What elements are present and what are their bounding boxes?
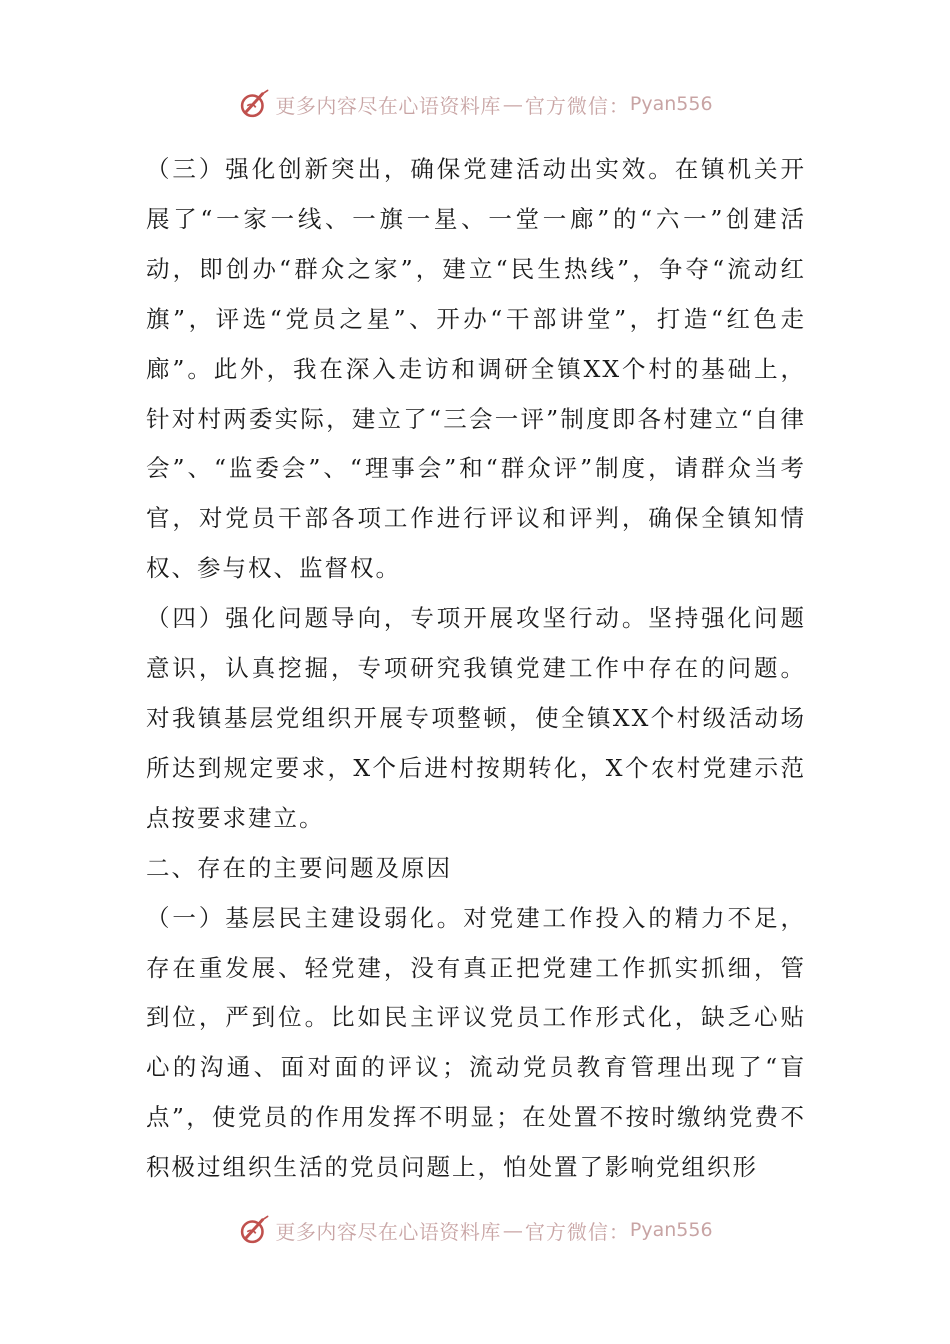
watermark-wechat-id: Pyan556: [629, 93, 713, 115]
document-body: [146, 145, 806, 1193]
watermark-separator: —: [502, 1218, 523, 1242]
watermark-footer: [0, 1210, 950, 1250]
watermark-wechat-label: 官方微信：: [524, 93, 630, 118]
section-heading-problems: 二、存在的主要问题及原因: [146, 853, 452, 882]
watermark-brand: 更多内容尽在心语资料库: [275, 1219, 501, 1244]
paragraph-problem-oriented: （四）强化问题导向，专项开展攻坚行动。坚持强化问题意识，认真挖掘，专项研究我镇党建工作中存在的问题。对我镇基层党组织开展专项整顿，使全镇XX个村级活动场所达到规定要求，X个后进村按期转化，X个农村党建示范点按要求建立。: [146, 604, 806, 832]
paragraph-innovation: （三）强化创新突出，确保党建活动出实效。在镇机关开展了“一家一线、一旗一星、一堂一廊”的“六一”创建活动，即创办“群众之家”，建立“民生热线”，争夺“流动红旗”，评选“党员之星”、开办“干部讲堂”，打造“红色走廊”。此外，我在深入走访和调研全镇XX个村的基础上，针对村两委实际，建立了“三会一评”制度即各村建立“自律会”、“监委会”、“理事会”和“群众评”制度，请群众当考官，对党员干部各项工作进行评议和评判，确保全镇知情权、参与权、监督权。: [146, 155, 806, 583]
pen-logo-icon: [237, 1213, 271, 1247]
watermark-separator: —: [502, 92, 523, 116]
watermark-brand: 更多内容尽在心语资料库: [275, 93, 501, 118]
pen-logo-icon: [237, 87, 271, 121]
paragraph-democracy-weakened: （一）基层民主建设弱化。对党建工作投入的精力不足，存在重发展、轻党建，没有真正把党建工作抓实抓细，管到位，严到位。比如民主评议党员工作形式化，缺乏心贴心的沟通、面对面的评议；流动党员教育管理出现了“盲点”，使党员的作用发挥不明显；在处置不按时缴纳党费不积极过组织生活的党员问题上，怕处置了影响党组织形: [146, 903, 806, 1182]
watermark-header: [0, 84, 950, 124]
watermark-wechat-label: 官方微信：: [524, 1219, 630, 1244]
watermark-wechat-id: Pyan556: [629, 1219, 713, 1241]
